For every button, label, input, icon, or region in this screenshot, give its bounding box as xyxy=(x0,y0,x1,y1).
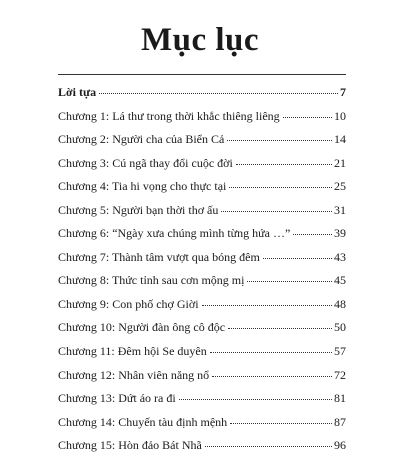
toc-entry-title: Chương 4: Tia hi vọng cho thực tại xyxy=(58,179,227,194)
toc-entry-page: 43 xyxy=(334,249,346,264)
dot-leader xyxy=(228,328,332,329)
toc-entry-title: Chương 3: Cú ngã thay đổi cuộc đời xyxy=(58,155,233,170)
toc-entry-chapter-2[interactable] xyxy=(58,128,346,152)
dot-leader xyxy=(227,140,332,141)
dot-leader xyxy=(210,352,332,353)
toc-entry-chapter-11[interactable] xyxy=(58,340,346,364)
dot-leader xyxy=(99,93,338,94)
toc-entry-page: 21 xyxy=(334,155,346,170)
toc-entry-chapter-13[interactable] xyxy=(58,387,346,411)
dot-leader xyxy=(247,281,332,282)
toc-entry-chapter-1[interactable] xyxy=(58,105,346,129)
toc-entry-title: Chương 15: Hòn đảo Bát Nhã xyxy=(58,438,202,453)
toc-entry-page: 14 xyxy=(334,132,346,147)
toc-entry-chapter-9[interactable] xyxy=(58,293,346,317)
toc-entry-title: Chương 9: Con phố chợ Giời xyxy=(58,296,199,311)
toc-entry-title: Chương 11: Đêm hội Se duyên xyxy=(58,344,207,359)
dot-leader xyxy=(293,234,332,235)
dot-leader xyxy=(179,399,332,400)
page-title: Mục lục xyxy=(140,22,260,58)
toc-entry-chapter-15[interactable] xyxy=(58,434,346,458)
toc-entry-title: Chương 12: Nhân viên năng nổ xyxy=(58,367,210,382)
toc-entry-preface[interactable] xyxy=(58,81,346,105)
title-divider xyxy=(58,74,346,75)
toc-entry-page: 50 xyxy=(334,320,346,335)
toc-entry-chapter-8[interactable] xyxy=(58,269,346,293)
toc-entry-chapter-3[interactable] xyxy=(58,152,346,176)
dot-leader xyxy=(236,164,332,165)
toc-entry-page: 7 xyxy=(340,85,346,99)
toc-entry-title: Chương 13: Dứt áo ra đi xyxy=(58,391,176,406)
toc-entry-page: 48 xyxy=(334,296,346,311)
toc-entry-chapter-10[interactable] xyxy=(58,316,346,340)
toc-entry-chapter-12[interactable] xyxy=(58,364,346,388)
toc-entry-title: Chương 6: “Ngày xưa chúng mình từng hứa …” xyxy=(58,226,291,241)
toc-entry-page: 45 xyxy=(334,273,346,288)
toc-entry-chapter-14[interactable] xyxy=(58,411,346,435)
toc-entry-page: 81 xyxy=(334,391,346,406)
toc-entry-chapter-7[interactable] xyxy=(58,246,346,270)
toc-entry-page: 25 xyxy=(334,179,346,194)
toc-entry-chapter-6[interactable] xyxy=(58,222,346,246)
toc-entry-chapter-4[interactable] xyxy=(58,175,346,199)
toc-entry-title: Chương 5: Người bạn thời thơ ấu xyxy=(58,202,219,217)
toc-entry-page: 10 xyxy=(334,108,346,123)
dot-leader xyxy=(230,423,332,424)
toc-entry-title: Chương 7: Thành tâm vượt qua bóng đêm xyxy=(58,249,260,264)
toc-entry-page: 96 xyxy=(334,438,346,453)
toc-entry-title: Chương 2: Người cha của Biển Cả xyxy=(58,132,225,147)
dot-leader xyxy=(229,187,332,188)
table-of-contents xyxy=(58,81,346,458)
toc-entry-title: Chương 14: Chuyến tàu định mệnh xyxy=(58,414,228,429)
dot-leader xyxy=(212,376,332,377)
toc-entry-title: Chương 1: Lá thư trong thời khắc thiêng liêng xyxy=(58,108,280,123)
dot-leader xyxy=(263,258,332,259)
toc-entry-chapter-5[interactable] xyxy=(58,199,346,223)
toc-entry-page: 57 xyxy=(334,344,346,359)
dot-leader xyxy=(202,305,332,306)
dot-leader xyxy=(221,211,332,212)
toc-entry-page: 39 xyxy=(334,226,346,241)
toc-entry-title: Chương 8: Thức tỉnh sau cơn mộng mị xyxy=(58,273,245,288)
dot-leader xyxy=(283,117,332,118)
toc-entry-page: 31 xyxy=(334,202,346,217)
dot-leader xyxy=(205,446,332,447)
toc-entry-title: Chương 10: Người đàn ông cô độc xyxy=(58,320,226,335)
toc-entry-title: Lời tựa xyxy=(58,85,97,99)
toc-entry-page: 87 xyxy=(334,414,346,429)
toc-entry-page: 72 xyxy=(334,367,346,382)
